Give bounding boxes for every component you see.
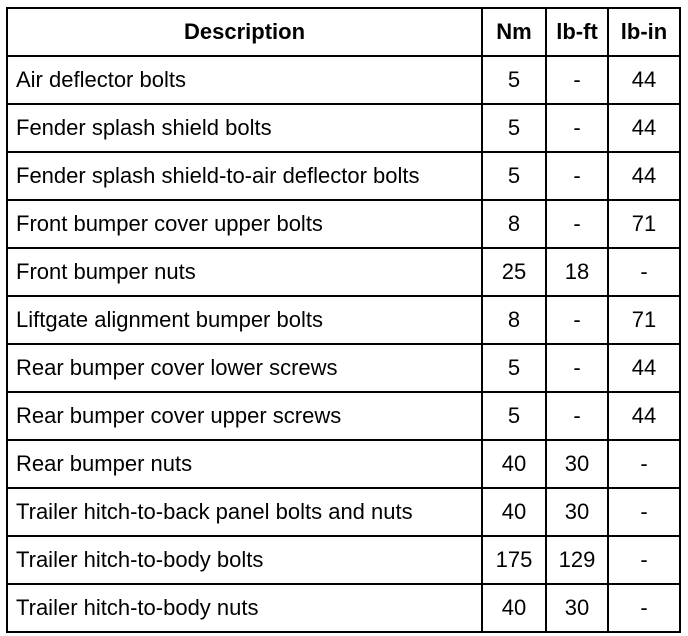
header-nm: Nm <box>482 8 546 56</box>
cell-description: Trailer hitch-to-body bolts <box>7 536 482 584</box>
table-row <box>7 488 680 536</box>
cell-description: Trailer hitch-to-body nuts <box>7 584 482 632</box>
cell-lb-ft: 30 <box>546 488 608 536</box>
cell-description: Rear bumper nuts <box>7 440 482 488</box>
table-row <box>7 296 680 344</box>
cell-description: Front bumper nuts <box>7 248 482 296</box>
cell-lb-ft: - <box>546 56 608 104</box>
cell-nm: 5 <box>482 344 546 392</box>
table-row <box>7 440 680 488</box>
cell-lb-in: - <box>608 440 680 488</box>
table-row <box>7 104 680 152</box>
cell-lb-ft: 30 <box>546 584 608 632</box>
cell-nm: 40 <box>482 488 546 536</box>
fastener-torque-table <box>6 7 681 633</box>
cell-lb-in: 71 <box>608 296 680 344</box>
cell-lb-in: 44 <box>608 344 680 392</box>
cell-lb-ft: 30 <box>546 440 608 488</box>
header-row <box>7 8 680 56</box>
cell-lb-in: - <box>608 488 680 536</box>
cell-nm: 175 <box>482 536 546 584</box>
cell-nm: 5 <box>482 392 546 440</box>
cell-lb-ft: 129 <box>546 536 608 584</box>
cell-description: Liftgate alignment bumper bolts <box>7 296 482 344</box>
table-row <box>7 536 680 584</box>
cell-description: Trailer hitch-to-back panel bolts and nuts <box>7 488 482 536</box>
table-row <box>7 56 680 104</box>
cell-nm: 8 <box>482 200 546 248</box>
cell-lb-in: - <box>608 536 680 584</box>
cell-lb-in: - <box>608 584 680 632</box>
cell-nm: 5 <box>482 56 546 104</box>
cell-lb-in: 71 <box>608 200 680 248</box>
table-row <box>7 248 680 296</box>
cell-lb-ft: - <box>546 296 608 344</box>
cell-nm: 40 <box>482 584 546 632</box>
cell-description: Fender splash shield bolts <box>7 104 482 152</box>
cell-lb-ft: - <box>546 200 608 248</box>
cell-lb-ft: - <box>546 344 608 392</box>
cell-nm: 5 <box>482 104 546 152</box>
cell-lb-ft: - <box>546 152 608 200</box>
cell-nm: 8 <box>482 296 546 344</box>
table-row <box>7 152 680 200</box>
cell-lb-ft: - <box>546 392 608 440</box>
cell-lb-in: 44 <box>608 152 680 200</box>
cell-nm: 5 <box>482 152 546 200</box>
cell-lb-ft: 18 <box>546 248 608 296</box>
cell-description: Air deflector bolts <box>7 56 482 104</box>
header-lb-in: lb-in <box>608 8 680 56</box>
table-row <box>7 584 680 632</box>
cell-lb-in: 44 <box>608 56 680 104</box>
cell-description: Rear bumper cover lower screws <box>7 344 482 392</box>
table-row <box>7 200 680 248</box>
header-lb-ft: lb-ft <box>546 8 608 56</box>
cell-nm: 40 <box>482 440 546 488</box>
cell-lb-ft: - <box>546 104 608 152</box>
cell-lb-in: 44 <box>608 104 680 152</box>
cell-description: Front bumper cover upper bolts <box>7 200 482 248</box>
table-row <box>7 392 680 440</box>
table-row <box>7 344 680 392</box>
header-description: Description <box>7 8 482 56</box>
cell-description: Rear bumper cover upper screws <box>7 392 482 440</box>
cell-lb-in: - <box>608 248 680 296</box>
cell-lb-in: 44 <box>608 392 680 440</box>
cell-description: Fender splash shield-to-air deflector bolts <box>7 152 482 200</box>
cell-nm: 25 <box>482 248 546 296</box>
